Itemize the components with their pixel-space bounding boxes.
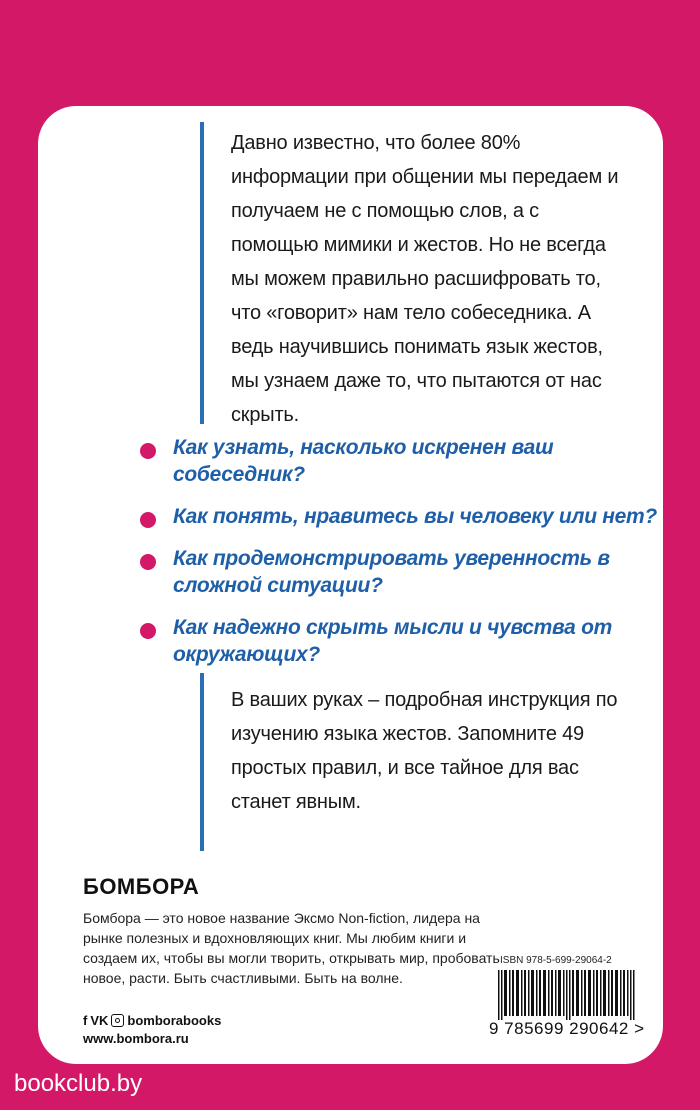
bullet-dot-icon (140, 623, 156, 639)
question-item (140, 503, 660, 530)
watermark: bookclub.by (14, 1070, 143, 1097)
outro-accent-bar (200, 673, 204, 851)
barcode-number: 9 785699 290642 > (489, 1019, 645, 1038)
bullet-dot-icon (140, 512, 156, 528)
publisher-description: Бомбора — это новое название Эксмо Non-fiction, лидера на рынке полезных и вдохновляющих книг. Мы любим книги и создаем их, чтобы вы могли творить, открывать мир, пробовать новое, расти. Быть счастливыми. Быть на волне. (83, 910, 500, 986)
instagram-icon[interactable] (111, 1014, 124, 1027)
facebook-icon[interactable]: f (83, 1013, 88, 1028)
question-text: Как надежно скрыть мысли и чувства от окружающих? (173, 616, 612, 666)
intro-accent-bar (200, 122, 204, 424)
intro-paragraph: Давно известно, что более 80% информации при общении мы передаем и получаем не с помощью слов, а с помощью мимики и жестов. Но не всегда мы можем правильно расшифровать то, что «говорит» нам тело собеседника. А ведь научившись понимать язык жестов, мы узнаем даже то, что пытаются от нас скрыть. (231, 132, 619, 426)
bullet-dot-icon (140, 443, 156, 459)
question-list (140, 434, 660, 683)
outro-paragraph: В ваших руках – подробная инструкция по изучению языка жестов. Запомните 49 простых правил, и все тайное для вас станет явным. (231, 689, 618, 813)
bullet-dot-icon (140, 554, 156, 570)
vk-icon[interactable]: VK (90, 1013, 109, 1028)
question-text: Как узнать, насколько искренен ваш собеседник? (173, 436, 554, 486)
question-item (140, 434, 660, 488)
social-handle[interactable]: bomborabooks (127, 1013, 222, 1028)
publisher-logo: БОМБОРА (83, 874, 200, 899)
question-text: Как продемонстрировать уверенность в сложной ситуации? (173, 547, 610, 597)
question-item (140, 545, 660, 599)
question-text: Как понять, нравитесь вы человеку или нет? (173, 505, 657, 528)
barcode-image (498, 970, 638, 1020)
website-link[interactable]: www.bombora.ru (83, 1031, 189, 1046)
question-item (140, 614, 660, 668)
isbn-label: ISBN 978-5-699-29064-2 (500, 955, 612, 966)
social-links (83, 1013, 221, 1028)
